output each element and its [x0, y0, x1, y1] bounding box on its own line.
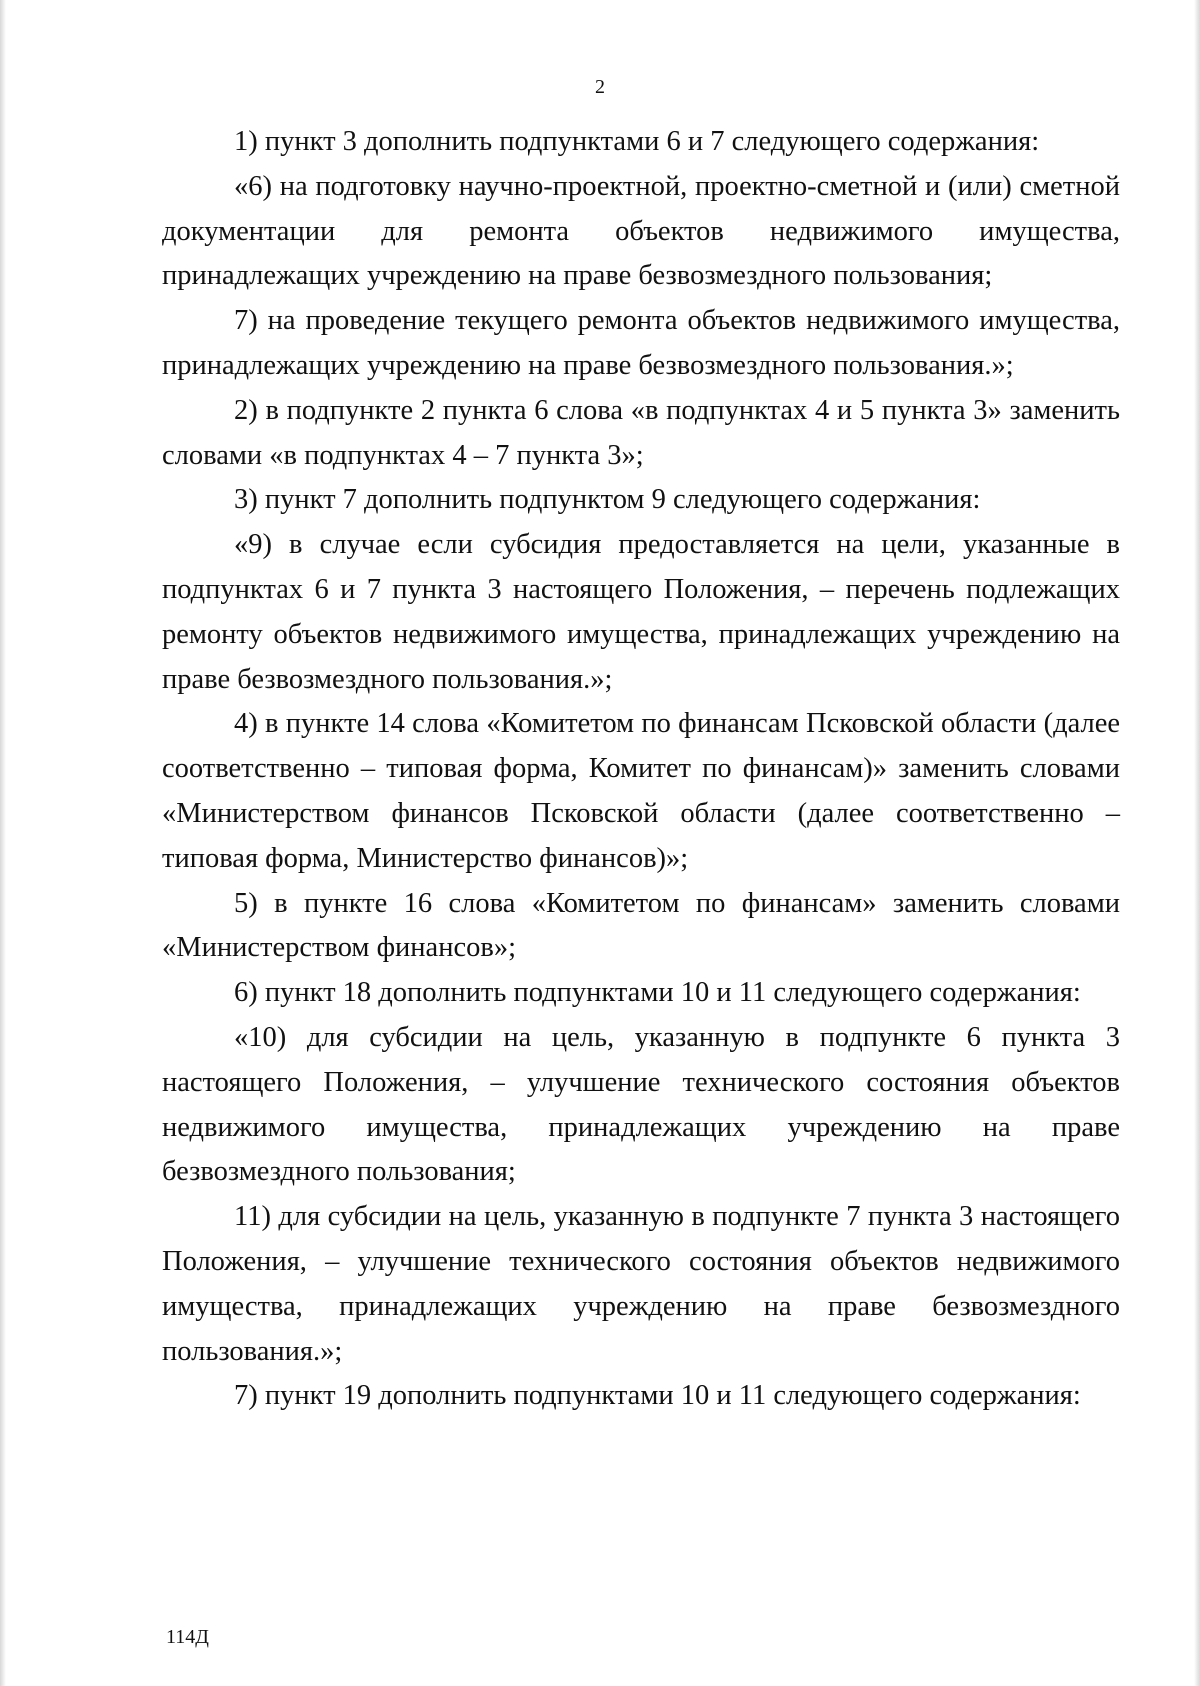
scan-edge-left — [0, 0, 6, 1686]
paragraph-7: 4) в пункте 14 слова «Комитетом по финансам Псковской области (далее соответственно – типовая форма, Комитет по финансам)» заменить словами «Министерством финансов Псковской области (далее соответственно – типовая форма, Министерство финансов)»; — [162, 708, 1120, 874]
paragraph-2: «6) на подготовку научно-проектной, проектно-сметной и (или) сметной документации для ремонта объектов недвижимого имущества, принадлежащих учреждению на праве безвозмездного пользования; — [162, 170, 1120, 292]
paragraph-12: 7) пункт 19 дополнить подпунктами 10 и 11 следующего содержания: — [234, 1380, 1081, 1412]
scan-edge-right — [1194, 0, 1200, 1686]
paragraph-9: 6) пункт 18 дополнить подпунктами 10 и 11 следующего содержания: — [234, 977, 1081, 1009]
paragraph-10: «10) для субсидии на цель, указанную в подпункте 6 пункта 3 настоящего Положения, – улучшение технического состояния объектов недвижимого имущества, принадлежащих учреждению на праве безвозмездного пользования; — [162, 1021, 1120, 1188]
paragraph-3: 7) на проведение текущего ремонта объектов недвижимого имущества, принадлежащих учреждению на праве безвозмездного пользования.»; — [162, 305, 1120, 381]
page-number: 2 — [595, 76, 605, 98]
paragraph-1: 1) пункт 3 дополнить подпунктами 6 и 7 следующего содержания: — [234, 126, 1040, 157]
paragraph-6: «9) в случае если субсидия предоставляется на цели, указанные в подпунктах 6 и 7 пункта 3 настоящего Положения, – перечень подлежащих ремонту объектов недвижимого имущества, принадлежащих учреждению на праве безвозмездного пользования.»; — [162, 529, 1120, 695]
paragraph-4: 2) в подпункте 2 пункта 6 слова «в подпунктах 4 и 5 пункта 3» заменить словами «в подпунктах 4 – 7 пункта 3»; — [162, 394, 1120, 471]
document-code: 114Д — [166, 1626, 209, 1648]
paragraph-11: 11) для субсидии на цель, указанную в подпункте 7 пункта 3 настоящего Положения, – улучшение технического состояния объектов недвижимого имущества, принадлежащих учреждению на праве безвозмездного пользования.»; — [162, 1201, 1120, 1367]
paragraph-5: 3) пункт 7 дополнить подпунктом 9 следующего содержания: — [234, 484, 981, 516]
document-body — [162, 120, 1120, 1419]
paragraph-8: 5) в пункте 16 слова «Комитетом по финансам» заменить словами «Министерством финансов»; — [162, 887, 1120, 964]
